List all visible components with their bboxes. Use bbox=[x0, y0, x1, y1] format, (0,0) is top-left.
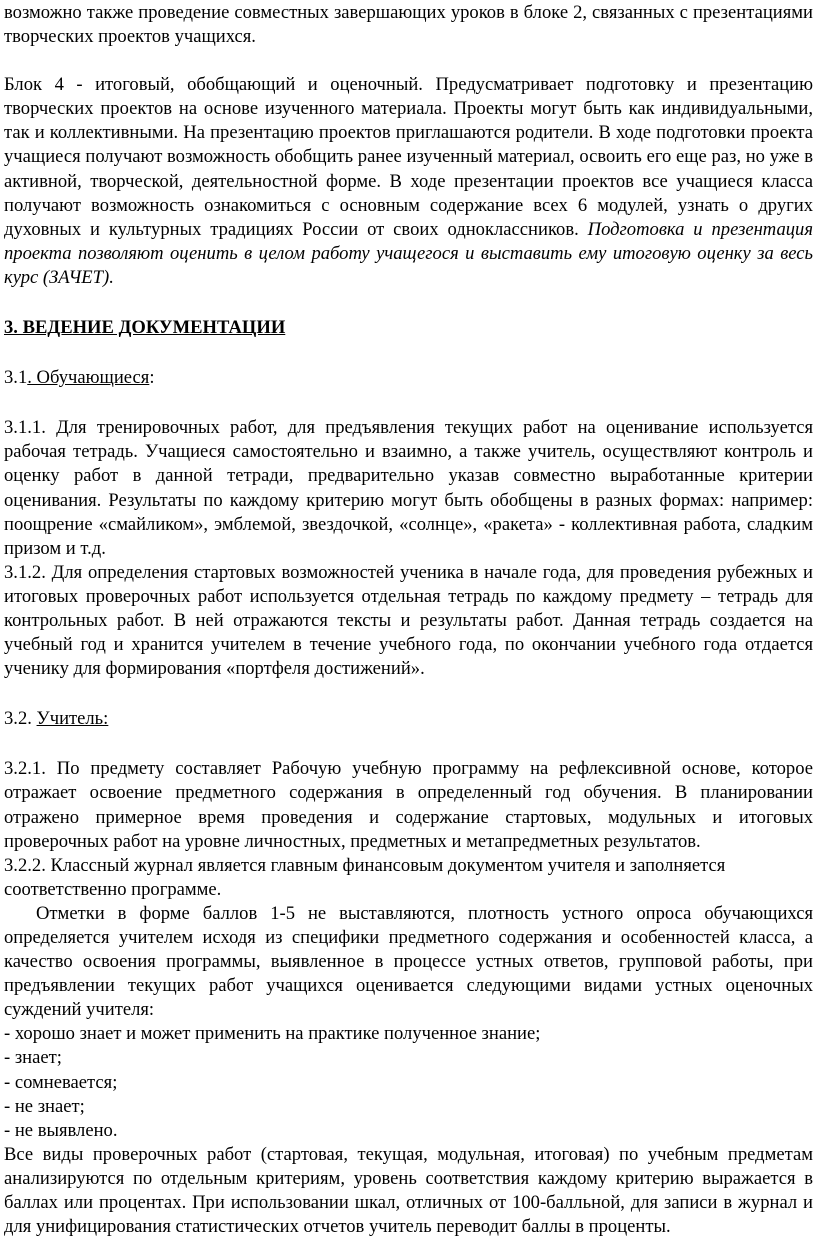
spacer bbox=[4, 390, 813, 416]
list-item: - не выявлено. bbox=[4, 1119, 118, 1141]
list-item: - знает; bbox=[4, 1047, 62, 1069]
spacer bbox=[4, 340, 813, 366]
paragraph-3-1-2: 3.1.2. Для определения стартовых возможностей ученика в начале года, для проведения рубежных и итоговых проверочных работ используется отдельная тетрадь по каждому предмету – тетрадь для контрольных работ. В ней отражаются тексты и результаты работ. Данная тетрадь создается на учебный год и хранится учителем в течение учебного года, по окончании учебного года отдается ученику для формирования «портфеля достижений». bbox=[4, 561, 813, 680]
spacer bbox=[4, 681, 813, 707]
spacer bbox=[4, 49, 813, 73]
list-item: - сомневается; bbox=[4, 1071, 118, 1093]
list-item: - хорошо знает и может применить на практике полученное знание; bbox=[4, 1023, 541, 1045]
s31-label: . Обучающиеся bbox=[27, 367, 150, 389]
paragraph-3-1-1: 3.1.1. Для тренировочных работ, для предъявления текущих работ на оценивание используется рабочая тетрадь. Учащиеся самостоятельно и взаимно, а также учитель, осуществляют контроль и оценку работ в данной тетради, предварительно указав совместно выработанные критерии оценивания. Результаты по каждому критерию могут быть обобщены в разных формах: например: поощрение «смайликом», эмблемой, звездочкой, «солнце», «ракета» - коллективная работа, сладким призом и т.д. bbox=[4, 417, 813, 559]
marks-paragraph: Отметки в форме баллов 1-5 не выставляются, плотность устного опроса обучающихся определяется учителем исходя из специфики предметного содержания и особенностей класса, а качество освоения программы, выявленное в процессе устных ответов, групповой работы, при предъявлении текущих работ учащихся оценивается следующими видами устных оценочных суждений учителя: bbox=[4, 902, 813, 1021]
s31-number: 3.1 bbox=[4, 367, 28, 389]
list-item: - не знает; bbox=[4, 1095, 85, 1117]
s32-label: Учитель: bbox=[36, 708, 109, 730]
subsection-3-2-heading bbox=[4, 707, 813, 731]
block4-italic-text: Подготовка и презентация проекта позволяют оценить в целом работу учащегося и выставить ему итоговую оценку за весь курс (ЗАЧЕТ). bbox=[4, 218, 813, 288]
final-paragraph: Все виды проверочных работ (стартовая, текущая, модульная, итоговая) по учебным предметам анализируются по отдельным критериям, уровень соответствия каждому критерию выражается в баллах или процентах. При использовании шкал, отличных от 100-балльной, для записи в журнал и для унифицирования статистических отчетов учитель переводит баллы в проценты. bbox=[4, 1143, 813, 1238]
spacer bbox=[4, 731, 813, 757]
paragraph-3-2-2: 3.2.2. Классный журнал является главным финансовым документом учителя и заполняется соответственно программе. bbox=[4, 854, 726, 900]
s31-colon: : bbox=[149, 367, 155, 389]
block4-paragraph bbox=[4, 73, 813, 290]
subsection-3-1-heading bbox=[4, 366, 813, 390]
section3-title: 3. ВЕДЕНИЕ ДОКУМЕНТАЦИИ bbox=[4, 317, 286, 339]
spacer bbox=[4, 290, 813, 316]
intro-paragraph: возможно также проведение совместных завершающих уроков в блоке 2, связанных с презентациями творческих проектов учащихся. bbox=[4, 2, 813, 48]
s32-number: 3.2. bbox=[4, 708, 37, 730]
paragraph-3-2-1: 3.2.1. По предмету составляет Рабочую учебную программу на рефлексивной основе, которое отражает освоение предметного содержания в определенный год обучения. В планировании отражено примерное время проведения и содержание стартовых, модульных и итоговых проверочных работ на уровне личностных, предметных и метапредметных результатов. bbox=[4, 758, 813, 852]
block4-text: Блок 4 - итоговый, обобщающий и оценочный. Предусматривает подготовку и презентацию творческих проектов на основе изученного материала. Проекты могут быть как индивидуальными, так и коллективными. На презентацию проектов приглашаются родители. В ходе подготовки проекта учащиеся получают возможность обобщить ранее изученный материал, освоить его еще раз, но уже в активной, творческой, деятельностной форме. В ходе презентации проектов все учащиеся класса получают возможность ознакомиться с основным содержание всех 6 модулей, узнать о других духовных и культурных традициях России от своих одноклассников. bbox=[4, 74, 813, 240]
